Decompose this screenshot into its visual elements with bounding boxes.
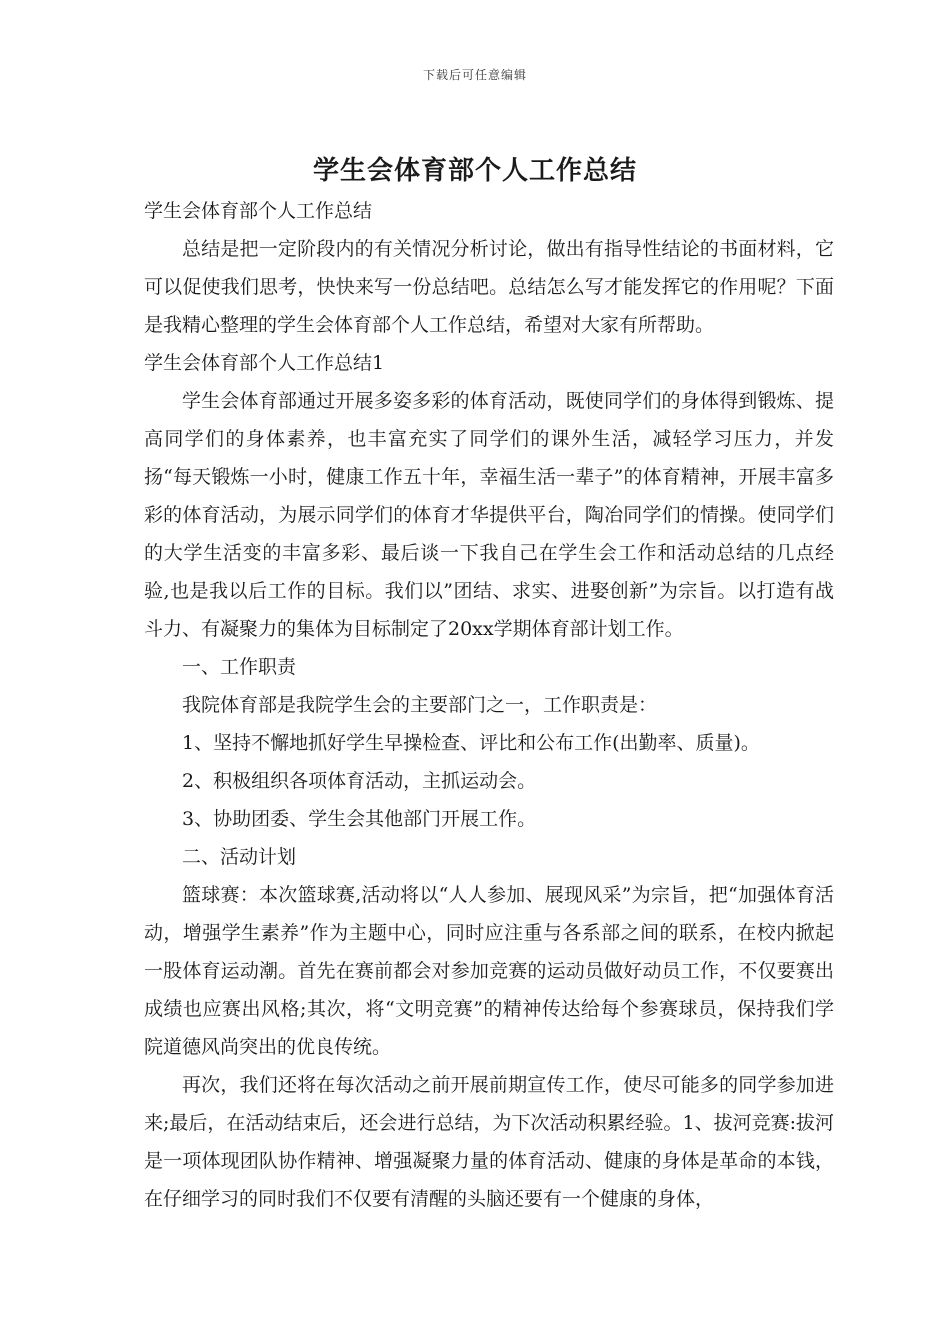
document-title: 学生会体育部个人工作总结 xyxy=(312,156,637,186)
duty-item-2: 2、积极组织各项体育活动，主抓运动会。 xyxy=(182,770,537,792)
duty-item-3: 3、协助团委、学生会其他部门开展工作。 xyxy=(182,808,537,830)
final-paragraph: 再次，我们还将在每次活动之前开展前期宣传工作，使尽可能多的同学参加进来;最后，在活动结束后，还会进行总结，为下次活动积累经验。1、拔河竞赛:拔河是一项体现团队协作精神、增强凝聚力量的体育活动、健康的身体是革命的本钱，在仔细学习的同时我们不仅要有清醒的头脑还要有一个健康的身体， xyxy=(144,1074,834,1210)
section-title: 学生会体育部个人工作总结1 xyxy=(144,352,385,374)
duty-intro: 我院体育部是我院学生会的主要部门之一，工作职责是： xyxy=(182,694,658,716)
heading-duties: 一、工作职责 xyxy=(182,656,297,678)
document-subtitle: 学生会体育部个人工作总结 xyxy=(144,200,373,222)
header-note: 下载后可任意编辑 xyxy=(422,68,527,82)
document-body xyxy=(144,192,834,1218)
paragraph-1: 学生会体育部通过开展多姿多彩的体育活动，既使同学们的身体得到锻炼、提高同学们的身体素养，也丰富充实了同学们的课外生活，减轻学习压力，并发扬“每天锻炼一小时，健康工作五十年，幸福生活一辈子”的体育精神，开展丰富多彩的体育活动，为展示同学们的体育才华提供平台，陶冶同学们的情操。使同学们的大学生活变的丰富多彩、最后谈一下我自己在学生会工作和活动总结的几点经验,也是我以后工作的目标。我们以”团结、求实、进娶创新”为宗旨。以打造有战斗力、有凝聚力的集体为目标制定了20xx学期体育部计划工作。 xyxy=(144,390,834,640)
heading-activities: 二、活动计划 xyxy=(182,846,297,868)
basketball-paragraph: 篮球赛：本次篮球赛,活动将以“人人参加、展现风采”为宗旨，把“加强体育活动，增强学生素养”作为主题中心，同时应注重与各系部之间的联系，在校内掀起一股体育运动潮。首先在赛前都会对参加竞赛的运动员做好动员工作，不仅要赛出成绩也应赛出风格;其次，将“文明竞赛”的精神传达给每个参赛球员，保持我们学院道德风尚突出的优良传统。 xyxy=(144,884,834,1058)
duty-item-1: 1、坚持不懈地抓好学生早操检查、评比和公布工作(出勤率、质量)。 xyxy=(182,732,760,754)
intro-paragraph: 总结是把一定阶段内的有关情况分析讨论，做出有指导性结论的书面材料，它可以促使我们思考，快快来写一份总结吧。总结怎么写才能发挥它的作用呢？下面是我精心整理的学生会体育部个人工作总结，希望对大家有所帮助。 xyxy=(144,238,834,336)
